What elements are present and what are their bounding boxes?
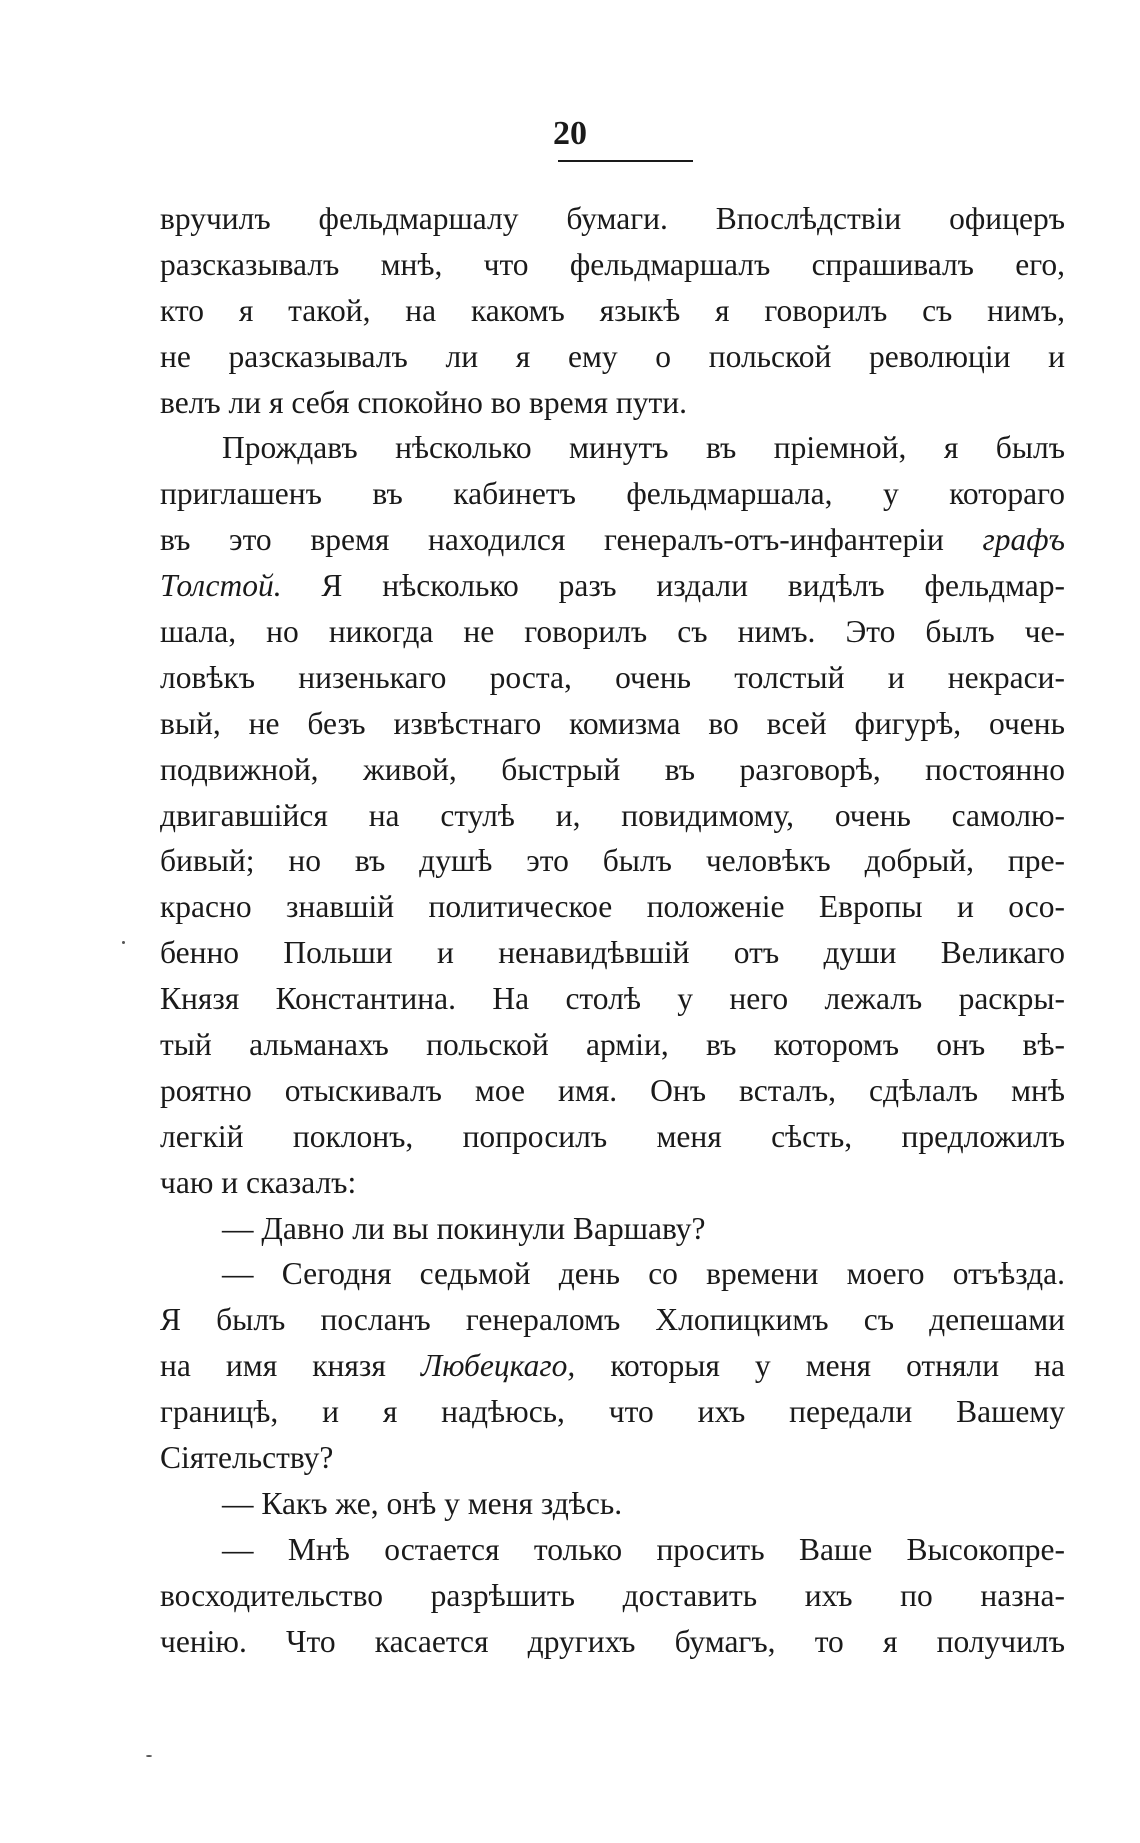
text-line: ловѣкъ низенькаго роста, очень толстый и некраси- — [160, 659, 1065, 695]
text-line: подвижной, живой, быстрый въ разговорѣ, постоянно — [160, 751, 1065, 787]
text-line: бенно Польши и ненавидѣвшій отъ души Великаго — [160, 935, 1065, 971]
text-line: восходительство разрѣшить доставить ихъ по назна- — [160, 1577, 1065, 1613]
text-line: кто я такой, на какомъ языкѣ я говорилъ съ нимъ, — [160, 292, 1065, 328]
text-line: красно знавшій политическое положеніе Европы и осо- — [160, 889, 1065, 925]
text-line: вый, не безъ извѣстнаго комизма во всей фигурѣ, очень — [160, 705, 1065, 741]
text-line: тый альманахъ польской арміи, въ которомъ онъ вѣ- — [160, 1027, 1065, 1063]
text-line: приглашенъ въ кабинетъ фельдмаршала, у котораго — [160, 476, 1065, 512]
italic-text: графъ — [982, 522, 1066, 558]
scan-speck — [146, 1755, 152, 1757]
text-line: границѣ, и я надѣюсь, что ихъ передали Вашему — [160, 1394, 1065, 1430]
text-line — [160, 517, 1065, 563]
text-line: Я былъ посланъ генераломъ Хлопицкимъ съ депешами — [160, 1302, 1065, 1338]
text-line: роятно отыскивалъ мое имя. Онъ всталъ, сдѣлалъ мнѣ — [160, 1072, 1065, 1108]
text-segment: Я нѣсколько разъ издали видѣлъ фельдмар- — [281, 568, 1065, 604]
scan-speck — [122, 941, 125, 944]
text-line: бивый; но въ душѣ это былъ человѣкъ добрый, пре- — [160, 843, 1065, 879]
dialogue-line: — Давно ли вы покинули Варшаву? — [222, 1210, 706, 1246]
body-text — [160, 196, 1065, 1665]
dialogue-line: — Какъ же, онѣ у меня здѣсь. — [222, 1485, 623, 1521]
italic-text: Любецкаго, — [420, 1348, 576, 1384]
text-line: ченію. Что касается другихъ бумагъ, то я получилъ — [160, 1623, 1065, 1659]
dialogue-line: — Мнѣ остается только просить Ваше Высокопре- — [222, 1531, 1065, 1567]
text-line: Князя Константина. На столѣ у него лежалъ раскры- — [160, 981, 1065, 1017]
text-line: двигавшійся на стулѣ и, повидимому, очень самолю- — [160, 797, 1065, 833]
page-number-rule — [558, 160, 693, 162]
text-line: вручилъ фельдмаршалу бумаги. Впослѣдствіи офицеръ — [160, 201, 1065, 236]
text-segment: на имя князя — [160, 1348, 386, 1384]
text-line: чаю и сказалъ: — [160, 1164, 357, 1200]
page-number: 20 — [553, 115, 587, 152]
text-line: шала, но никогда не говорилъ съ нимъ. Это былъ че- — [160, 614, 1065, 650]
text-line: легкій поклонъ, попросилъ меня сѣсть, предложилъ — [160, 1118, 1065, 1154]
text-segment: которыя у меня отняли на — [575, 1348, 1066, 1384]
text-segment: въ это время находился генералъ-отъ-инфантеріи — [160, 522, 944, 558]
text-line: не разсказывалъ ли я ему о польской революціи и — [160, 338, 1065, 374]
text-line: Прождавъ нѣсколько минутъ въ пріемной, я былъ — [222, 430, 1065, 466]
text-line — [160, 563, 1065, 609]
italic-text: Толстой. — [160, 568, 282, 604]
dialogue-line: — Сегодня седьмой день со времени моего отъѣзда. — [222, 1256, 1065, 1292]
text-line: Сіятельству? — [160, 1440, 334, 1476]
text-line — [160, 1343, 1065, 1389]
text-line: велъ ли я себя спокойно во время пути. — [160, 384, 687, 420]
text-line: разсказывалъ мнѣ, что фельдмаршалъ спрашивалъ его, — [160, 246, 1065, 282]
